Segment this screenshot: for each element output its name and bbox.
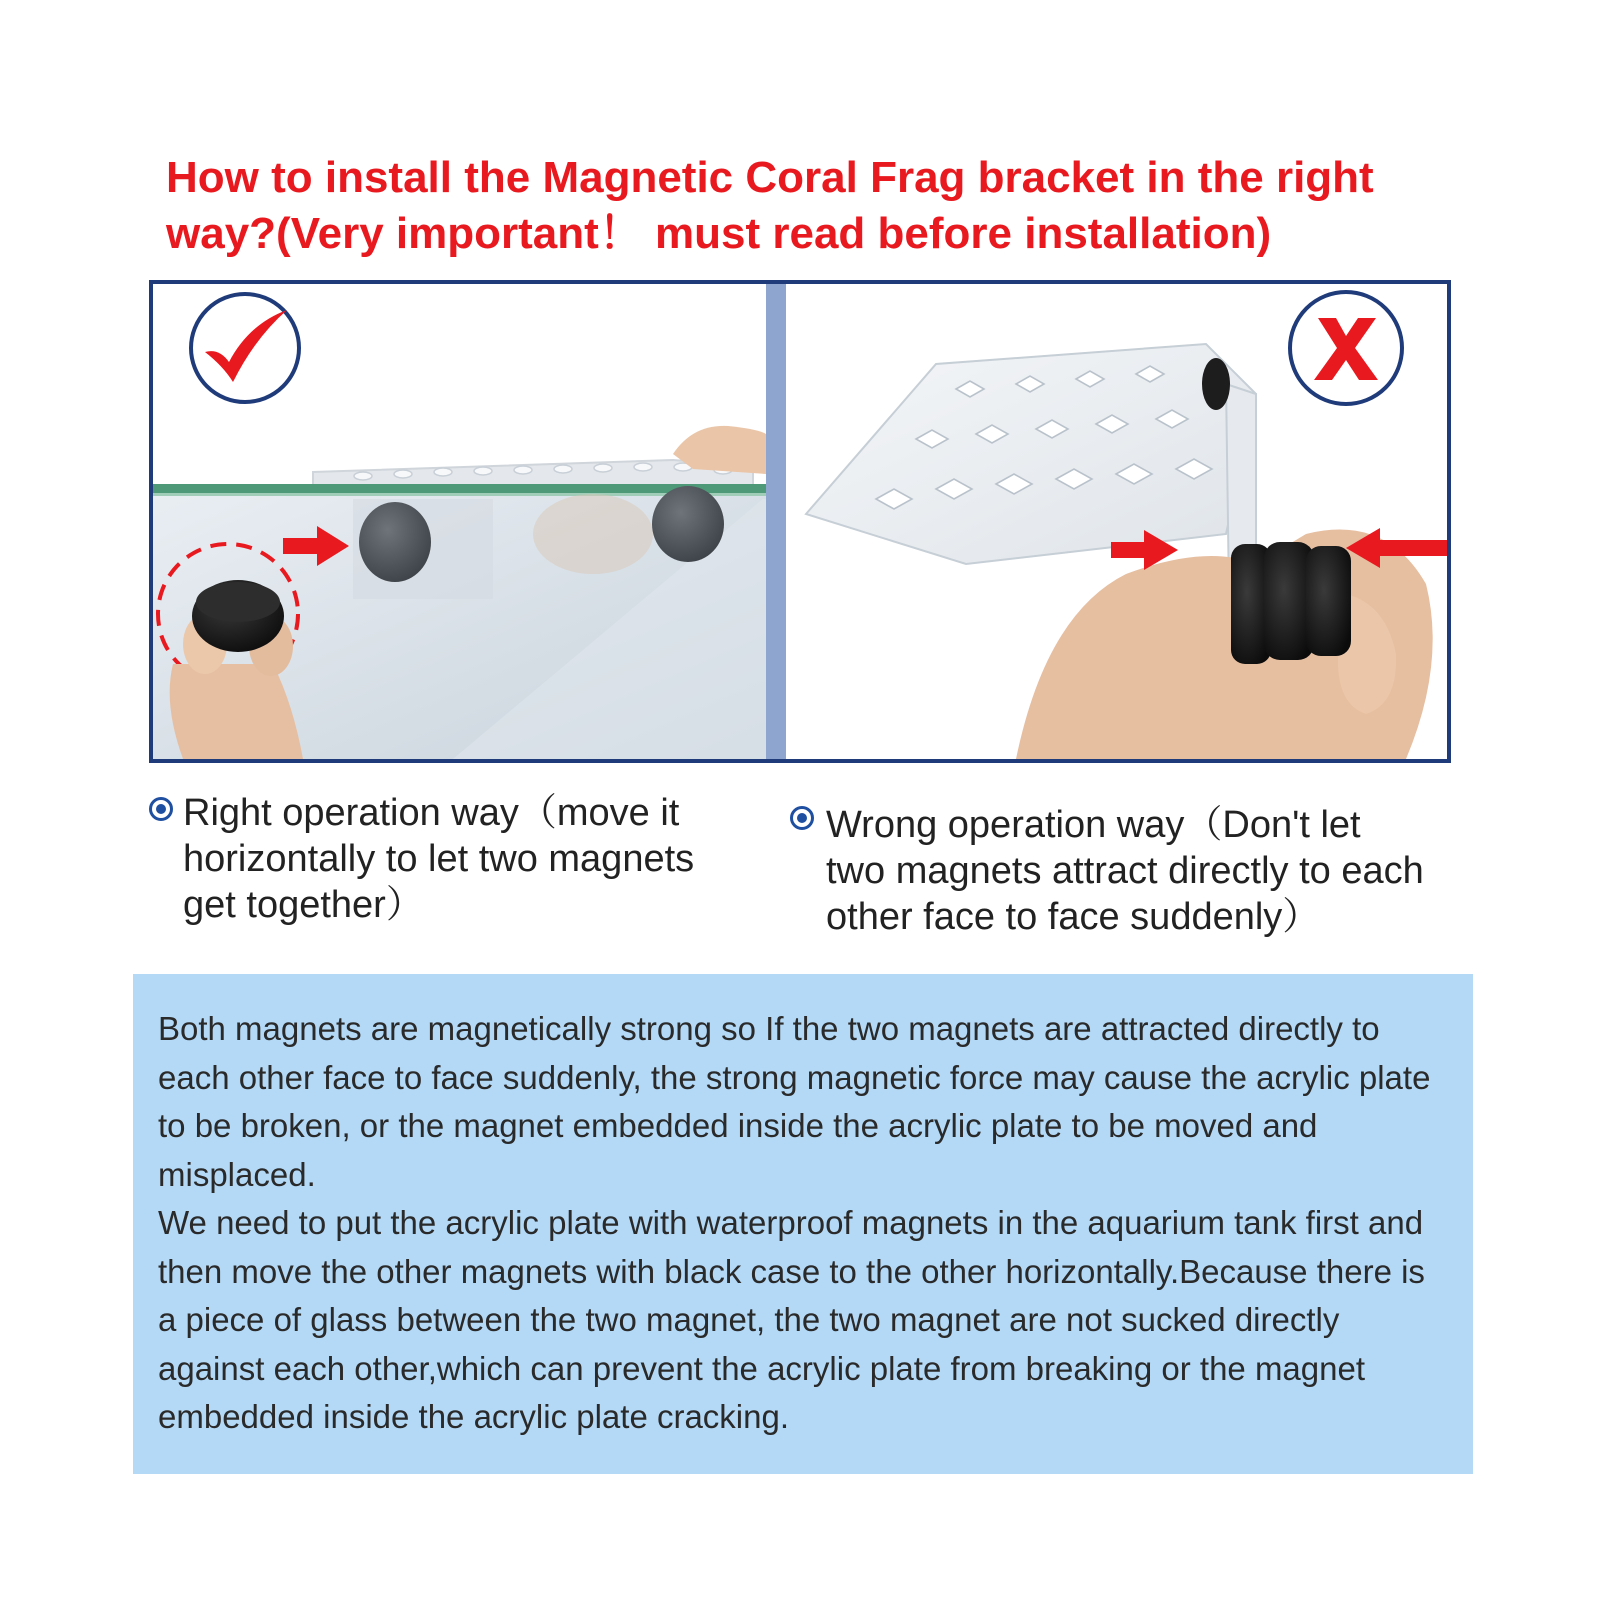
wrong-way-photo (786, 284, 1447, 759)
bullet-icon (149, 797, 173, 821)
info-paragraph-2: We need to put the acrylic plate with waterproof magnets in the aquarium tank first and then move the other magnets with black case to the other horizontally.Because there is a piece of glass between the two magnet, the two magnet are not sucked directly against each other,which can prevent the acrylic plate from breaking or the magnet embedded inside the acrylic plate cracking. (158, 1204, 1425, 1435)
info-text (158, 1005, 1448, 1442)
page-title: How to install the Magnetic Coral Frag bracket in the right way?(Very important！ must read before installation) (166, 153, 1374, 258)
right-way-photo (153, 284, 766, 759)
check-mark-icon (189, 292, 301, 404)
info-paragraph-1: Both magnets are magnetically strong so If the two magnets are attracted directly to each other face to face suddenly, the strong magnetic force may cause the acrylic plate to be broken, or the magnet embedded inside the acrylic plate to be moved and misplaced. (158, 1010, 1431, 1193)
right-way-caption: Right operation way（move it horizontally to let two magnets get together） (183, 792, 695, 926)
panel-divider (766, 284, 786, 759)
wrong-way-caption: Wrong operation way（Don't let two magnets attract directly to each other face to face suddenly） (826, 804, 1424, 938)
x-mark-icon (1288, 290, 1404, 406)
bullet-icon (790, 806, 814, 830)
